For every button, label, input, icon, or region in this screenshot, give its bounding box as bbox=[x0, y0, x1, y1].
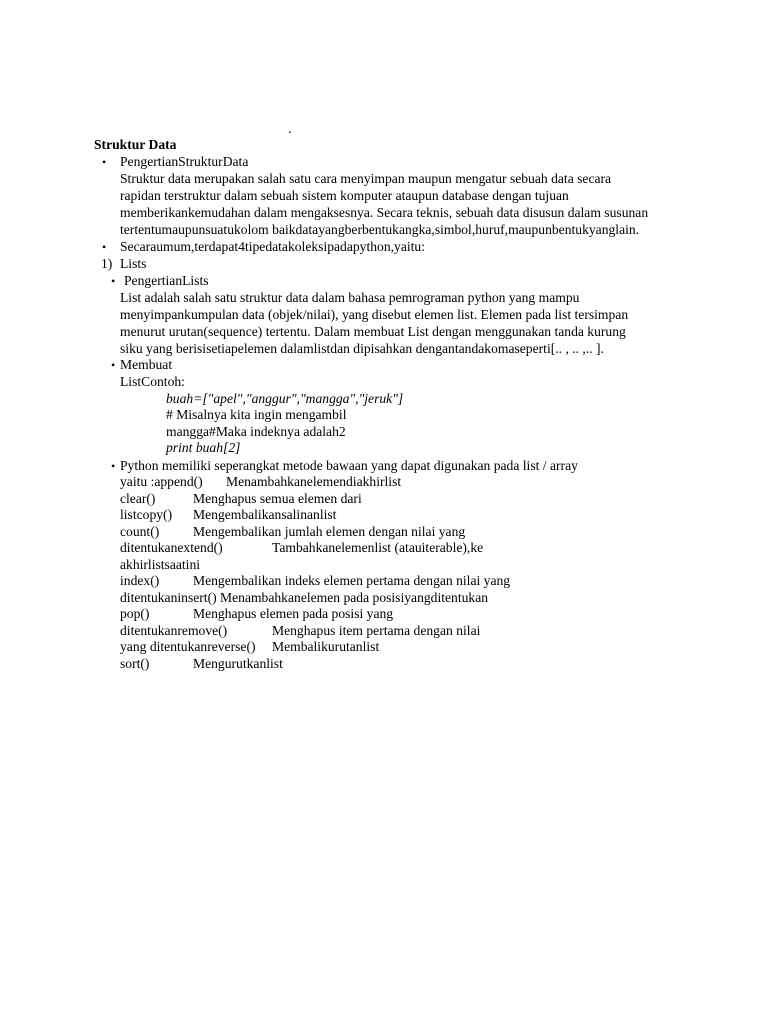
list-label: Lists bbox=[120, 256, 147, 271]
method-name: sort() bbox=[120, 656, 150, 671]
method-desc: Menghapus semua elemen dari bbox=[193, 491, 362, 506]
bullet-marker: • bbox=[111, 358, 116, 372]
code-line-3: mangga#Maka indeknya adalah2 bbox=[166, 424, 346, 439]
methods-intro: Python memiliki seperangkat metode bawaan yang dapat digunakan pada list / array bbox=[120, 458, 578, 473]
method-name: yaitu :append() bbox=[120, 474, 203, 489]
method-desc: Tambahkanelemenlist (atauiterable),ke bbox=[272, 540, 484, 555]
lists-def-line-1: List adalah salah satu struktur data dalam bahasa pemrograman python yang mampu bbox=[120, 290, 580, 305]
method-desc: Menghapus elemen pada posisi yang bbox=[193, 606, 394, 621]
bullet-marker: • bbox=[102, 155, 107, 169]
bullet-marker: • bbox=[111, 459, 116, 473]
lists-def-line-3: menurut urutan(sequence) tertentu. Dalam membuat List dengan menggunakan tanda kurung bbox=[120, 324, 626, 339]
method-name: listcopy() bbox=[120, 507, 173, 522]
method-name: pop() bbox=[120, 606, 150, 621]
code-line-4 bbox=[166, 440, 240, 457]
method-desc: Mengembalikan jumlah elemen dengan nilai yang bbox=[193, 524, 466, 539]
stray-mark: . bbox=[288, 122, 292, 137]
method-name: akhirlistsaatini bbox=[120, 557, 201, 572]
code-italic: print buah[2] bbox=[166, 440, 241, 455]
lists-def-heading: PengertianLists bbox=[124, 273, 209, 288]
method-name: clear() bbox=[120, 491, 156, 506]
membuat-heading: Membuat bbox=[120, 357, 173, 372]
code-italic: buah=["apel","anggur","mangga","jeruk"] bbox=[166, 391, 404, 406]
s1-heading: PengertianStrukturData bbox=[120, 154, 249, 169]
method-desc: Membalikurutanlist bbox=[272, 639, 380, 654]
method-name: index() bbox=[120, 573, 160, 588]
membuat-sub: ListContoh: bbox=[120, 374, 185, 389]
bullet-marker: • bbox=[102, 240, 107, 254]
s2-text: Secaraumum,terdapat4tipedatakoleksipadapython,yaitu: bbox=[120, 239, 426, 254]
method-desc: Menghapus item pertama dengan nilai bbox=[272, 623, 481, 638]
code-line-1 bbox=[166, 391, 403, 408]
s1-line-2: rapidan terstruktur dalam sebuah sistem komputer ataupun database dengan tujuan bbox=[120, 188, 569, 203]
bullet-marker: • bbox=[111, 274, 116, 288]
s1-line-4: tertentumaupunsuatukolom baikdatayangberbentukangka,simbol,huruf,maupunbentukyanglain. bbox=[120, 222, 640, 237]
method-name: yang ditentukanreverse() bbox=[120, 639, 256, 654]
page-title: Struktur Data bbox=[94, 137, 177, 152]
method-desc: Mengurutkanlist bbox=[193, 656, 283, 671]
method-name: ditentukaninsert() Menambahkanelemen pada posisiyangditentukan bbox=[120, 590, 489, 605]
list-number: 1) bbox=[101, 256, 113, 271]
code-line-2: # Misalnya kita ingin mengambil bbox=[166, 407, 347, 422]
lists-def-line-2: menyimpankumpulan data (objek/nilai), yang disebut elemen list. Elemen pada list tersimpan bbox=[120, 307, 629, 322]
method-desc: Mengembalikan indeks elemen pertama dengan nilai yang bbox=[193, 573, 511, 588]
method-name: ditentukanremove() bbox=[120, 623, 228, 638]
s1-line-3: memberikankemudahan dalam mengaksesnya. Secara teknis, sebuah data disusun dalam susunan bbox=[120, 205, 649, 220]
s1-line-1: Struktur data merupakan salah satu cara menyimpan maupun mengatur sebuah data secara bbox=[120, 171, 612, 186]
method-name: count() bbox=[120, 524, 160, 539]
lists-def-line-4: siku yang berisisetiapelemen dalamlistdan dipisahkan dengantandakomaseperti[.. , .. ,.. ]. bbox=[120, 341, 604, 356]
method-desc: Menambahkanelemendiakhirlist bbox=[226, 474, 402, 489]
method-desc: Mengembalikansalinanlist bbox=[193, 507, 337, 522]
method-name: ditentukanextend() bbox=[120, 540, 223, 555]
